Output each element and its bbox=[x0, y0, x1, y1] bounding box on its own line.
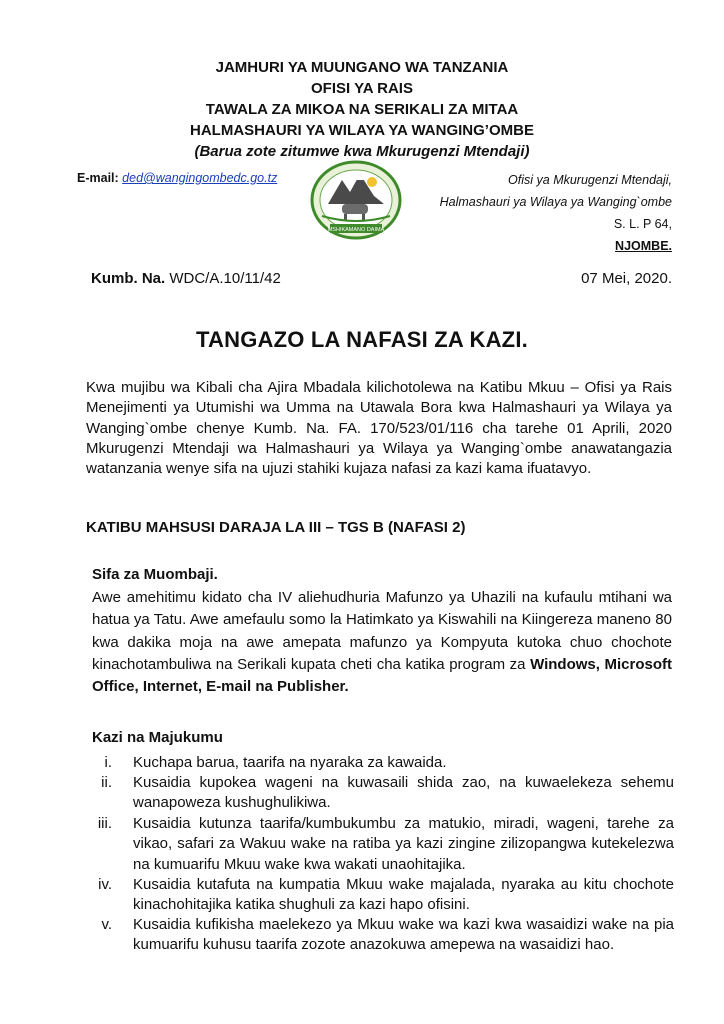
email-link[interactable]: ded@wangingombedc.go.tz bbox=[122, 171, 278, 185]
list-item-text: Kusaidia kutafuta na kumpatia Mkuu wake majalada, nyaraka au kitu chochote kinachohitajika katika shughuli za kazi hapo ofisini. bbox=[133, 876, 674, 914]
duties-heading: Kazi na Majukumu bbox=[92, 729, 223, 746]
qualifications-software: Windows, Microsoft Office, Internet, E-mail na Publisher. bbox=[92, 655, 672, 696]
list-item-number: v. bbox=[101, 916, 112, 933]
email-line bbox=[77, 171, 277, 185]
list-item-text: Kusaidia kupokea wageni na kuwasaili shida zao, na kuwaelekeza sehemu wanapoweza kushughulikiwa. bbox=[133, 774, 674, 812]
list-item-text: Kusaidia kufikisha maelekezo ya Mkuu wake wa kazi kwa wasaidizi wake na pia kumuarifu kuhusu taarifa zozote anazokuwa amepewa na wasaidizi hao. bbox=[133, 916, 674, 954]
list-item-number: i. bbox=[104, 754, 112, 771]
list-item-number: iii. bbox=[97, 815, 112, 832]
po-box: S. L. P 64, bbox=[613, 217, 672, 231]
reference-number: WDC/A.10/11/42 bbox=[169, 270, 281, 287]
district-seal-icon bbox=[308, 160, 404, 242]
town: NJOMBE. bbox=[615, 239, 672, 253]
reference-label: Kumb. Na. bbox=[91, 270, 166, 287]
list-item-text: Kusaidia kutunza taarifa/kumbukumbu za matukio, miradi, wageni, tarehe za vikao, safari za Wakuu wake na ratiba ya kazi zingine zilizopangwa kutekelezwa na kumuarifu Mkuu wake kwa wakati unaohitajika. bbox=[133, 815, 674, 873]
header-line-council: HALMASHAURI YA WILAYA YA WANGING’OMBE bbox=[190, 122, 534, 139]
qualifications-paragraph bbox=[92, 587, 672, 698]
intro-paragraph: Kwa mujibu wa Kibali cha Ajira Mbadala kilichotolewa na Katibu Mkuu – Ofisi ya Rais Menejimenti ya Utumishi wa Umma na Utawala Bora kwa Halmashauri ya Wilaya ya Wanging`ombe chenye Kumb. Na. FA. 170/523/01/116 cha tarehe 01 Aprili, 2020 Mkurugenzi Mtendaji wa Halmashauri ya Wilaya ya Wanging`ombe anawatangazia watanzania wenye sifa na ujuzi stahiki kujaza nafasi za kazi kama ifuatavyo. bbox=[86, 379, 672, 478]
header-line-republic: JAMHURI YA MUUNGANO WA TANZANIA bbox=[215, 59, 509, 76]
email-label: E-mail: bbox=[77, 171, 119, 185]
page-title: TANGAZO LA NAFASI ZA KAZI. bbox=[196, 327, 528, 352]
list-item-text: Kuchapa barua, taarifa na nyaraka za kawaida. bbox=[133, 754, 447, 771]
letter-date: 07 Mei, 2020. bbox=[581, 270, 672, 287]
office-line-2: Halmashauri ya Wilaya ya Wanging`ombe bbox=[439, 195, 672, 209]
office-line-1: Ofisi ya Mkurugenzi Mtendaji, bbox=[508, 173, 672, 187]
seal-motto: MSHIKAMANO DAIMA bbox=[327, 227, 385, 233]
position-title: KATIBU MAHSUSI DARAJA LA III – TGS B (NAFASI 2) bbox=[86, 519, 466, 536]
qualifications-heading: Sifa za Muombaji. bbox=[92, 566, 218, 583]
header-line-office: OFISI YA RAIS bbox=[311, 80, 413, 97]
list-item-number: ii. bbox=[101, 774, 112, 791]
reference-line bbox=[91, 270, 281, 287]
office-address bbox=[440, 169, 672, 257]
header-line-regional: TAWALA ZA MIKOA NA SERIKALI ZA MITAA bbox=[205, 101, 519, 118]
list-item-number: iv. bbox=[98, 876, 112, 893]
header-line-instruction: (Barua zote zitumwe kwa Mkurugenzi Mtendaji) bbox=[194, 143, 530, 160]
qualifications-text: Awe amehitimu kidato cha IV aliehudhuria Mafunzo ya Uhazili na kufaulu mtihani wa hatua ya Tatu. Awe amefaulu somo la Hatimkato ya Kiswahili na Kiingereza maneno 80 kwa dakika moja na awe amepata mafunzo ya Kompyuta kutoka chuo chochote kinachotambuliwa na Serikali kupata cheti cha katika program za bbox=[92, 589, 672, 673]
